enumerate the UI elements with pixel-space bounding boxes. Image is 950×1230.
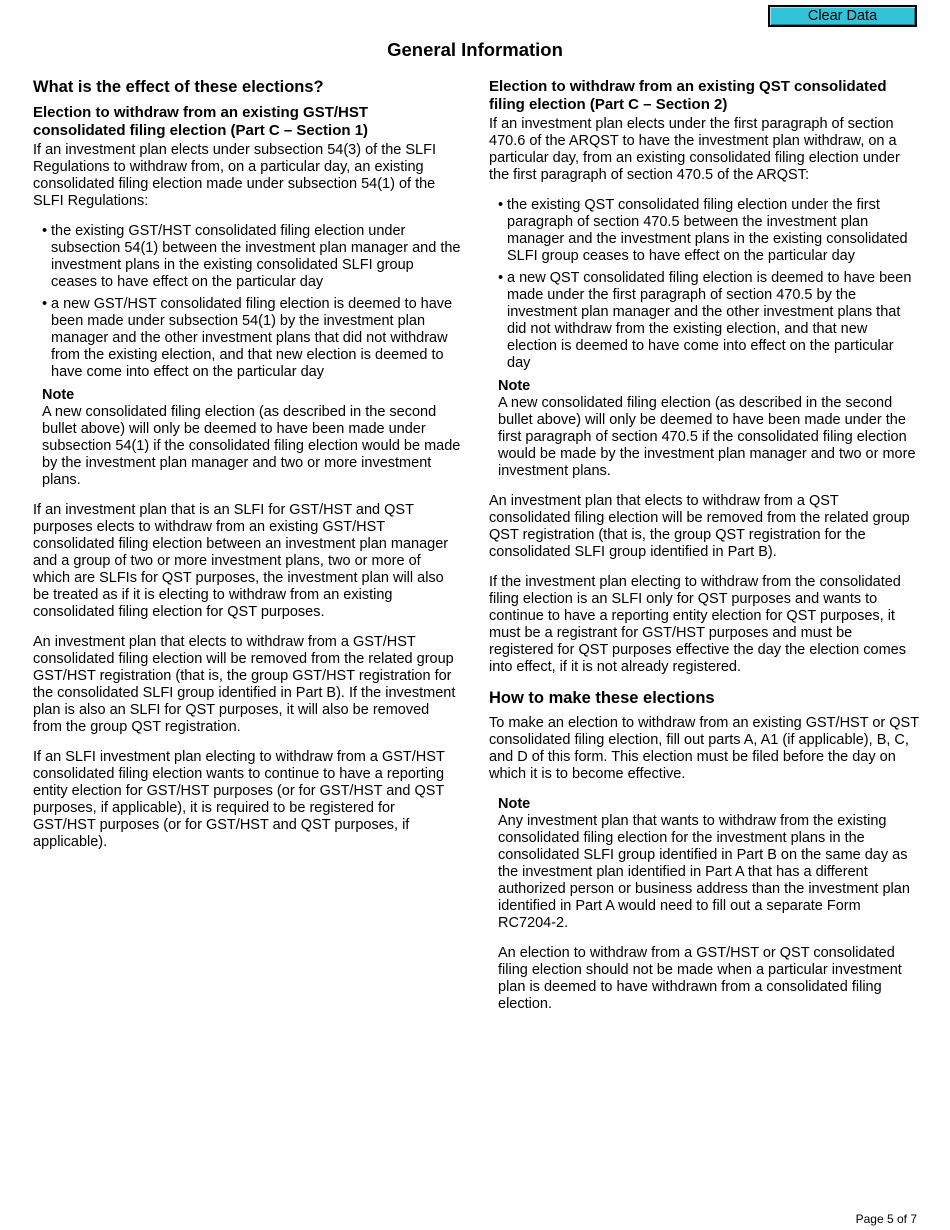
page-title: General Information [387,39,563,60]
note-title: Note [498,378,531,394]
list-item: • a new QST consolidated filing election is deemed to have been made under the first paragraph of section 470.5 by the investment plan manager and the other investment plans that did not withdraw from the existing election, and that new election is deemed to have come into effect on the particular day [498,270,912,371]
note-box [498,796,919,1013]
body-paragraph: If the investment plan electing to withdraw from the consolidated filing election is an SLFI only for QST purposes and wants to continue to have a reporting entity election for QST purposes, it must be a registrant for GST/HST purposes and must be registered for QST purposes effective the day the election comes into effect, if it is not already registered. [489,574,906,675]
list-item: • the existing GST/HST consolidated filing election under subsection 54(1) between the investment plan manager and the investment plans in the existing consolidated SLFI group ceases to have effect on the particular day [42,223,461,290]
note-text: An election to withdraw from a GST/HST or QST consolidated filing election should not be made when a particular investment plan is deemed to have withdrawn from a consolidated filing election. [498,945,902,1012]
bullet-icon: • [42,223,48,239]
body-paragraph: If an investment plan that is an SLFI for GST/HST and QST purposes elects to withdraw from an existing GST/HST consolidated filing election between an investment plan manager and a group of two or more investment plans, two or more of which are SLFIs for QST purposes, the investment plan will also be treated as if it is electing to withdraw from an existing consolidated filing election for QST purposes. [33,502,449,620]
note-box [42,387,461,489]
bullet-icon: • [42,296,48,312]
intro-paragraph: If an investment plan elects under the first paragraph of section 470.6 of the ARQST to have the investment plan withdraw, on a particular day, from an existing consolidated filing election under the first paragraph of section 470.5 of the ARQST: [489,116,900,183]
page-number: Page 5 of 7 [855,1212,917,1226]
note-text: Any investment plan that wants to withdraw from the existing consolidated filing election for the investment plans in the consolidated SLFI group identified in Part B on the same day as the investment plan identified in Part A that has a different authorized person or business address than the investment plan identified in Part A would need to fill out a separate Form RC7204-2. [498,813,910,931]
note-text: A new consolidated filing election (as described in the second bullet above) will only be deemed to have been made under the first paragraph of section 470.5 if the consolidated filing election would be made by the investment plan manager and two or more investment plans. [498,395,916,479]
subheading-gst-hst-withdrawal: Election to withdraw from an existing GST/HST consolidated filing election (Part C – Section 1) [33,104,369,139]
section-heading-how-to: How to make these elections [489,689,715,707]
note-title: Note [498,796,531,812]
left-column [33,74,461,864]
bullet-icon: • [498,197,504,213]
subheading-qst-withdrawal: Election to withdraw from an existing QST consolidated filing election (Part C – Section 2) [489,78,887,113]
right-column [489,78,919,1026]
list-item: • the existing QST consolidated filing election under the first paragraph of section 470.5 between the investment plan manager and the investment plans in the existing consolidated SLFI group ceases to have effect on the particular day [498,197,908,264]
body-paragraph: An investment plan that elects to withdraw from a QST consolidated filing election will be removed from the related group QST registration (that is, the group QST registration for the consolidated SLFI group identified in Part B). [489,493,910,560]
body-paragraph: An investment plan that elects to withdraw from a GST/HST consolidated filing election will be removed from the related group GST/HST registration (that is, the group GST/HST registration for the consolidated SLFI group identified in Part B). If the investment plan is also an SLFI for QST purposes, it will also be removed from the group QST registration. [33,634,456,735]
list-item: • a new GST/HST consolidated filing election is deemed to have been made under subsection 54(1) by the investment plan manager and the other investment plans that did not withdraw from the existing election, and that new election is deemed to have come into effect on the particular day [42,296,453,380]
clear-data-button[interactable]: Clear Data [768,5,917,27]
bullet-list [33,223,461,381]
bullet-list [489,197,919,372]
note-title: Note [42,387,75,403]
body-paragraph: If an SLFI investment plan electing to withdraw from a GST/HST consolidated filing election wants to continue to have a reporting entity election for GST/HST purposes (or for GST/HST and QST purposes, if applicable), it is required to be registered for GST/HST purposes (or for GST/HST and QST purposes, if applicable). [33,749,445,850]
how-to-paragraph: To make an election to withdraw from an existing GST/HST or QST consolidated filing election, fill out parts A, A1 (if applicable), B, C, and D of this form. This election must be filed before the day on which it is to become effective. [489,715,919,782]
intro-paragraph: If an investment plan elects under subsection 54(3) of the SLFI Regulations to withdraw from, on a particular day, an existing consolidated filing election made under subsection 54(1) of the SLFI Regulations: [33,142,437,209]
bullet-icon: • [498,270,504,286]
note-box [498,378,919,480]
section-heading-effect: What is the effect of these elections? [33,78,324,96]
note-text: A new consolidated filing election (as described in the second bullet above) will only be deemed to have been made under subsection 54(1) if the consolidated filing election would be made by the investment plan manager and two or more investment plans. [42,404,461,488]
